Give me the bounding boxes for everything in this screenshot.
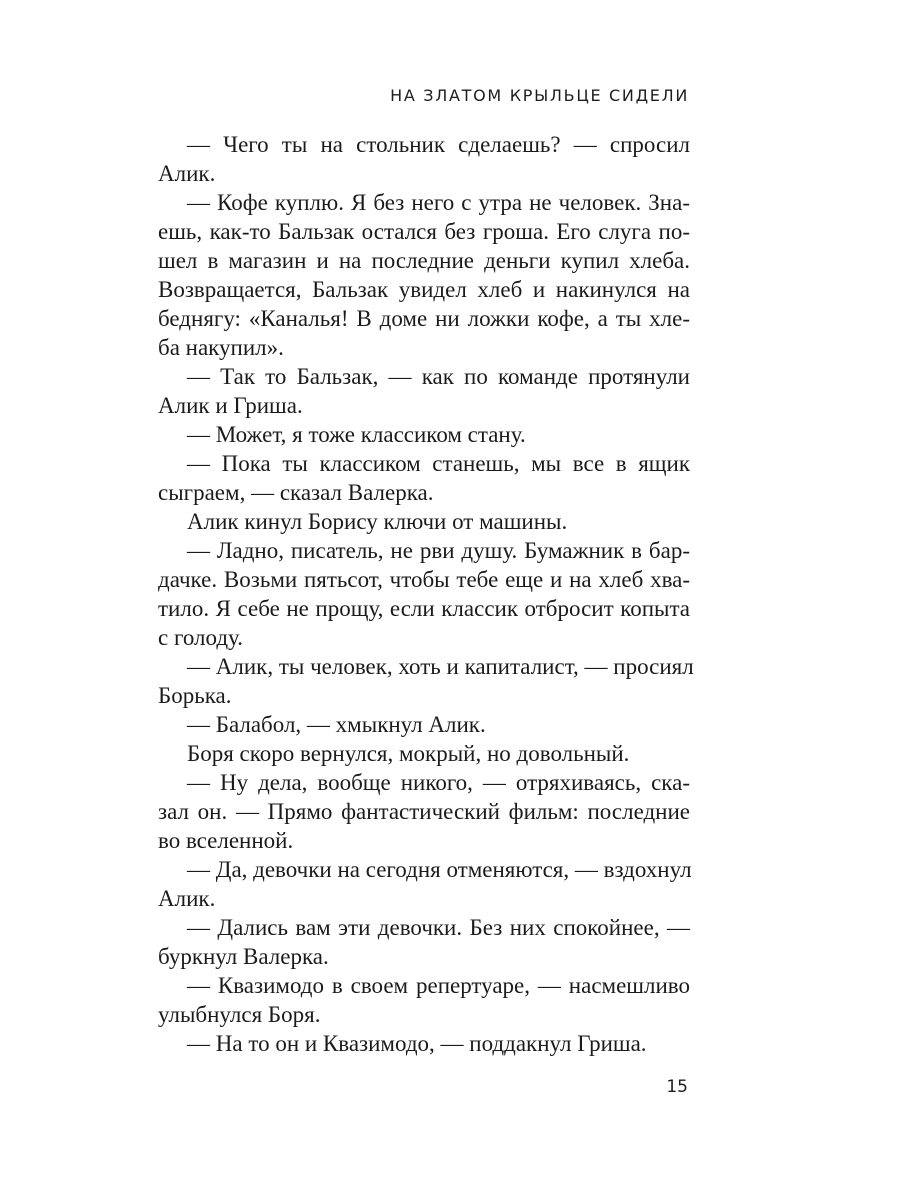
text-line: — Чего ты на стольник сделаешь? — спросил (187, 132, 690, 157)
text-line: дачке. Возьми пятьсот, чтобы тебе еще и на хлеб хва- (158, 567, 690, 592)
page-number: 15 (666, 1077, 688, 1097)
text-line: ешь, как-то Бальзак остался без гроша. Его слуга по- (158, 219, 690, 244)
text-line: улыбнулся Боря. (158, 1002, 321, 1027)
text-line: — Балабол, — хмыкнул Алик. (187, 712, 486, 737)
text-line: Алик и Гриша. (158, 393, 303, 418)
text-line: во вселенной. (158, 828, 294, 853)
text-line: беднягу: «Каналья! В доме ни ложки кофе, а ты хле- (158, 306, 690, 331)
text-line: — Дались вам эти девочки. Без них спокойнее, — (187, 915, 690, 940)
text-line: — На то он и Квазимодо, — поддакнул Гриша. (187, 1031, 647, 1056)
text-line: — Ладно, писатель, не рви душу. Бумажник в бар- (187, 538, 690, 563)
text-line: шел в магазин и на последние деньги купил хлеба. (158, 248, 690, 273)
text-line: — Пока ты классиком станешь, мы все в ящик (187, 451, 690, 476)
text-line: Алик. (158, 161, 216, 186)
text-line: Возвращается, Бальзак увидел хлеб и накинулся на (158, 277, 690, 302)
running-header: НА ЗЛАТОМ КРЫЛЬЦЕ СИДЕЛИ (390, 86, 689, 105)
text-line: с голоду. (158, 625, 243, 650)
text-line: — Ну дела, вообще никого, — отряхиваясь, ска- (187, 770, 690, 795)
text-line: — Может, я тоже классиком стану. (187, 422, 526, 447)
text-line: ба накупил». (158, 335, 284, 360)
text-line: Алик кинул Борису ключи от машины. (187, 509, 568, 534)
text-line: — Алик, ты человек, хоть и капиталист, — просиял (187, 654, 694, 679)
text-line: — Кофе куплю. Я без него с утра не человек. Зна- (187, 190, 690, 215)
text-line: Борька. (158, 683, 232, 708)
text-line: зал он. — Прямо фантастический фильм: последние (158, 799, 690, 824)
text-line: Боря скоро вернулся, мокрый, но довольный. (187, 741, 630, 766)
text-line: — Квазимодо в своем репертуаре, — насмешливо (187, 973, 690, 998)
text-line: сыграем, — сказал Валерка. (158, 480, 434, 505)
text-line: — Да, девочки на сегодня отменяются, — вздохнул (187, 857, 692, 882)
text-line: буркнул Валерка. (158, 944, 329, 969)
body-text (158, 130, 694, 1058)
text-line: — Так то Бальзак, — как по команде протянули (187, 364, 690, 389)
text-line: тило. Я себе не прощу, если классик отбросит копыта (158, 596, 690, 621)
text-line: Алик. (158, 886, 216, 911)
